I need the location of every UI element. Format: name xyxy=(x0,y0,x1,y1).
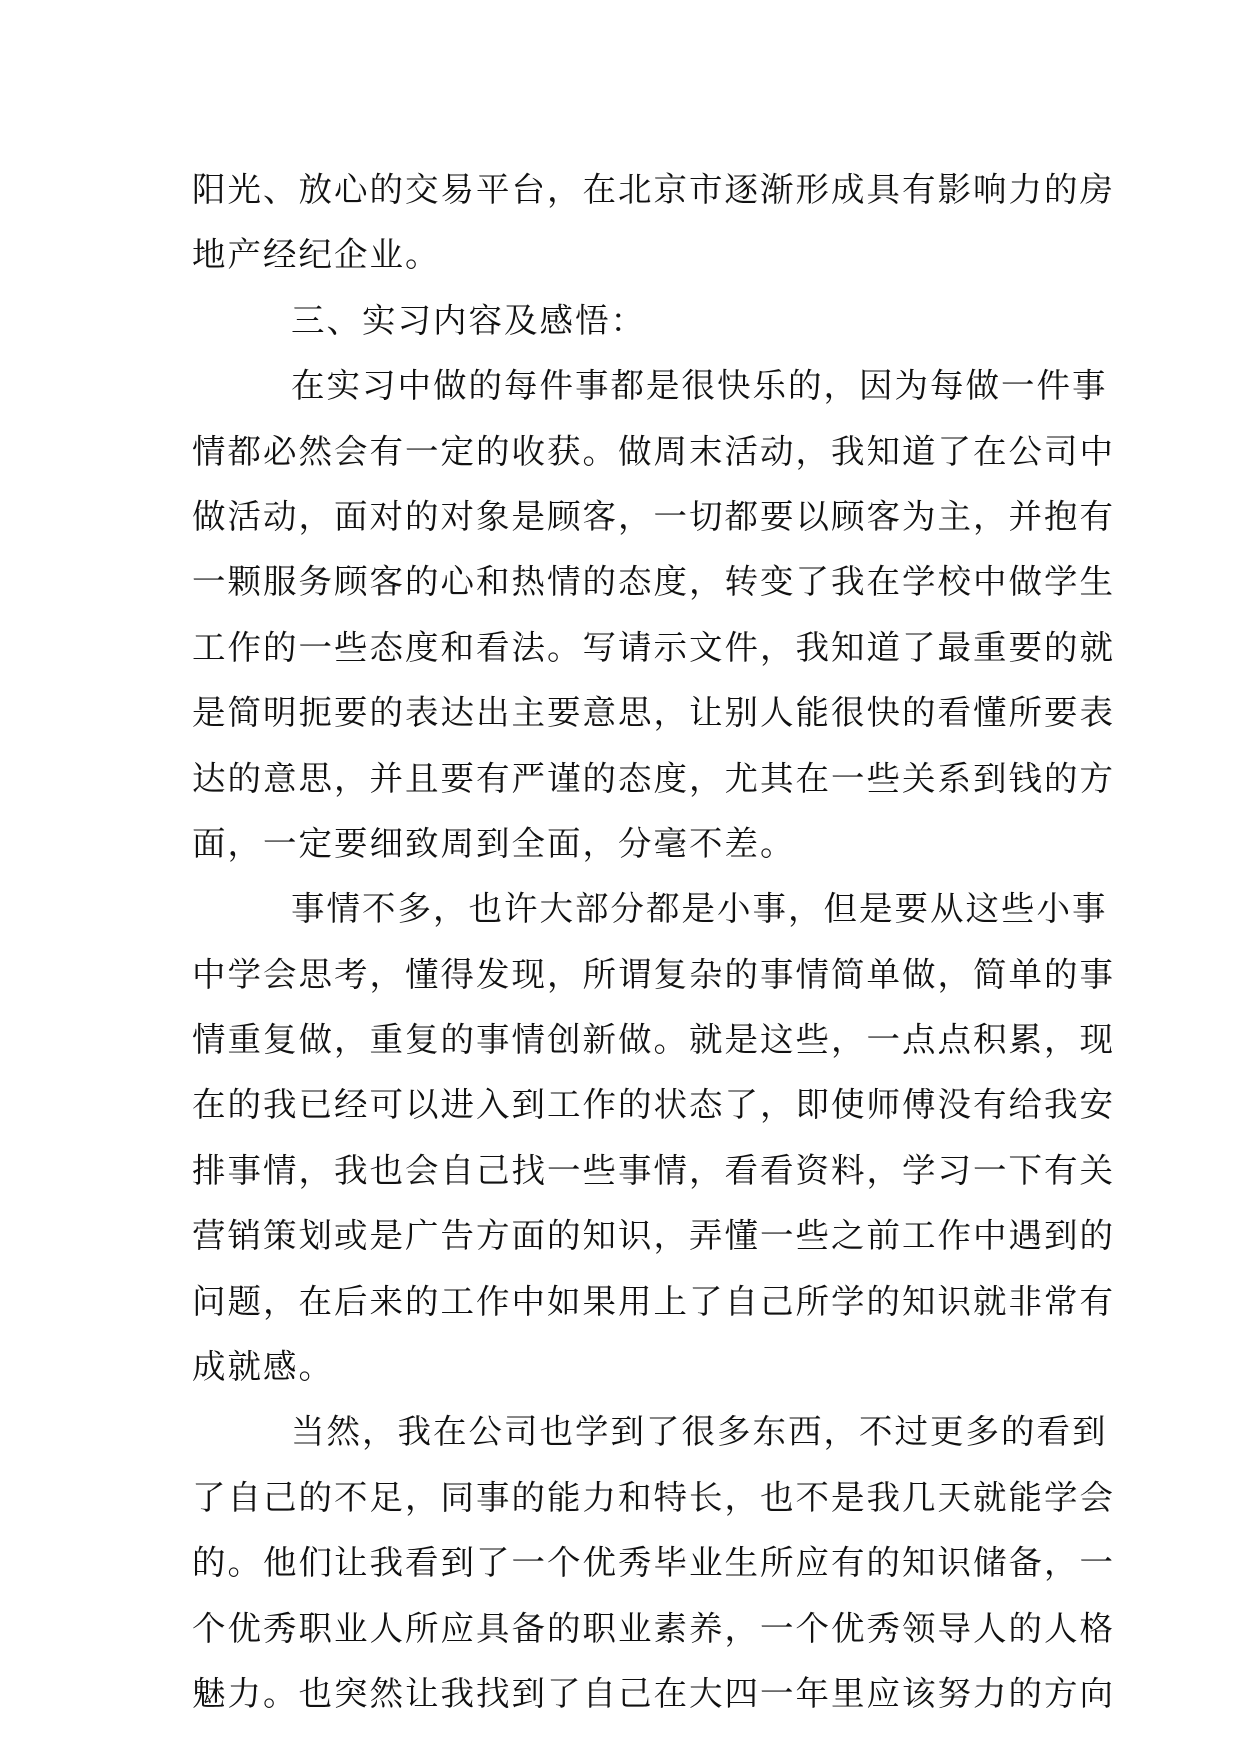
section-heading: 三、实习内容及感悟： xyxy=(291,300,646,340)
body-text xyxy=(192,157,1115,1726)
text-line: 营销策划或是广告方面的知识，弄懂一些之前工作中遇到的 xyxy=(192,1216,1115,1256)
text-line: 成就感。 xyxy=(192,1347,334,1387)
paragraph-first-line: 事情不多，也许大部分都是小事，但是要从这些小事 xyxy=(291,889,1108,929)
text-line: 问题，在后来的工作中如果用上了自己所学的知识就非常有 xyxy=(192,1281,1115,1321)
text-line: 地产经纪企业。 xyxy=(192,235,441,275)
text-line: 阳光、放心的交易平台，在北京市逐渐形成具有影响力的房 xyxy=(192,170,1115,209)
paragraph-first-line: 当然，我在公司也学到了很多东西，不过更多的看到 xyxy=(291,1412,1108,1452)
text-line: 达的意思，并且要有严谨的态度，尤其在一些关系到钱的方 xyxy=(192,758,1115,798)
text-line: 工作的一些态度和看法。写请示文件，我知道了最重要的就 xyxy=(192,627,1115,667)
text-line: 个优秀职业人所应具备的职业素养，一个优秀领导人的人格 xyxy=(192,1608,1115,1648)
text-line: 魅力。也突然让我找到了自己在大四一年里应该努力的方向 xyxy=(192,1673,1115,1713)
text-line: 情重复做，重复的事情创新做。就是这些，一点点积累，现 xyxy=(192,1020,1115,1060)
text-line: 是简明扼要的表达出主要意思，让别人能很快的看懂所要表 xyxy=(192,693,1115,733)
text-line: 中学会思考，懂得发现，所谓复杂的事情简单做，简单的事 xyxy=(192,954,1115,994)
text-line: 在的我已经可以进入到工作的状态了，即使师傅没有给我安 xyxy=(192,1085,1115,1125)
text-line: 做活动，面对的对象是顾客，一切都要以顾客为主，并抱有 xyxy=(192,496,1115,536)
text-line: 面，一定要细致周到全面，分毫不差。 xyxy=(192,823,796,863)
text-line: 情都必然会有一定的收获。做周末活动，我知道了在公司中 xyxy=(192,431,1115,471)
text-line: 一颗服务顾客的心和热情的态度，转变了我在学校中做学生 xyxy=(192,562,1115,602)
text-line: 的。他们让我看到了一个优秀毕业生所应有的知识储备，一 xyxy=(192,1543,1115,1583)
text-line: 排事情，我也会自己找一些事情，看看资料，学习一下有关 xyxy=(192,1150,1115,1190)
paragraph-first-line: 在实习中做的每件事都是很快乐的，因为每做一件事 xyxy=(291,366,1108,406)
text-line: 了自己的不足，同事的能力和特长，也不是我几天就能学会 xyxy=(192,1477,1115,1517)
